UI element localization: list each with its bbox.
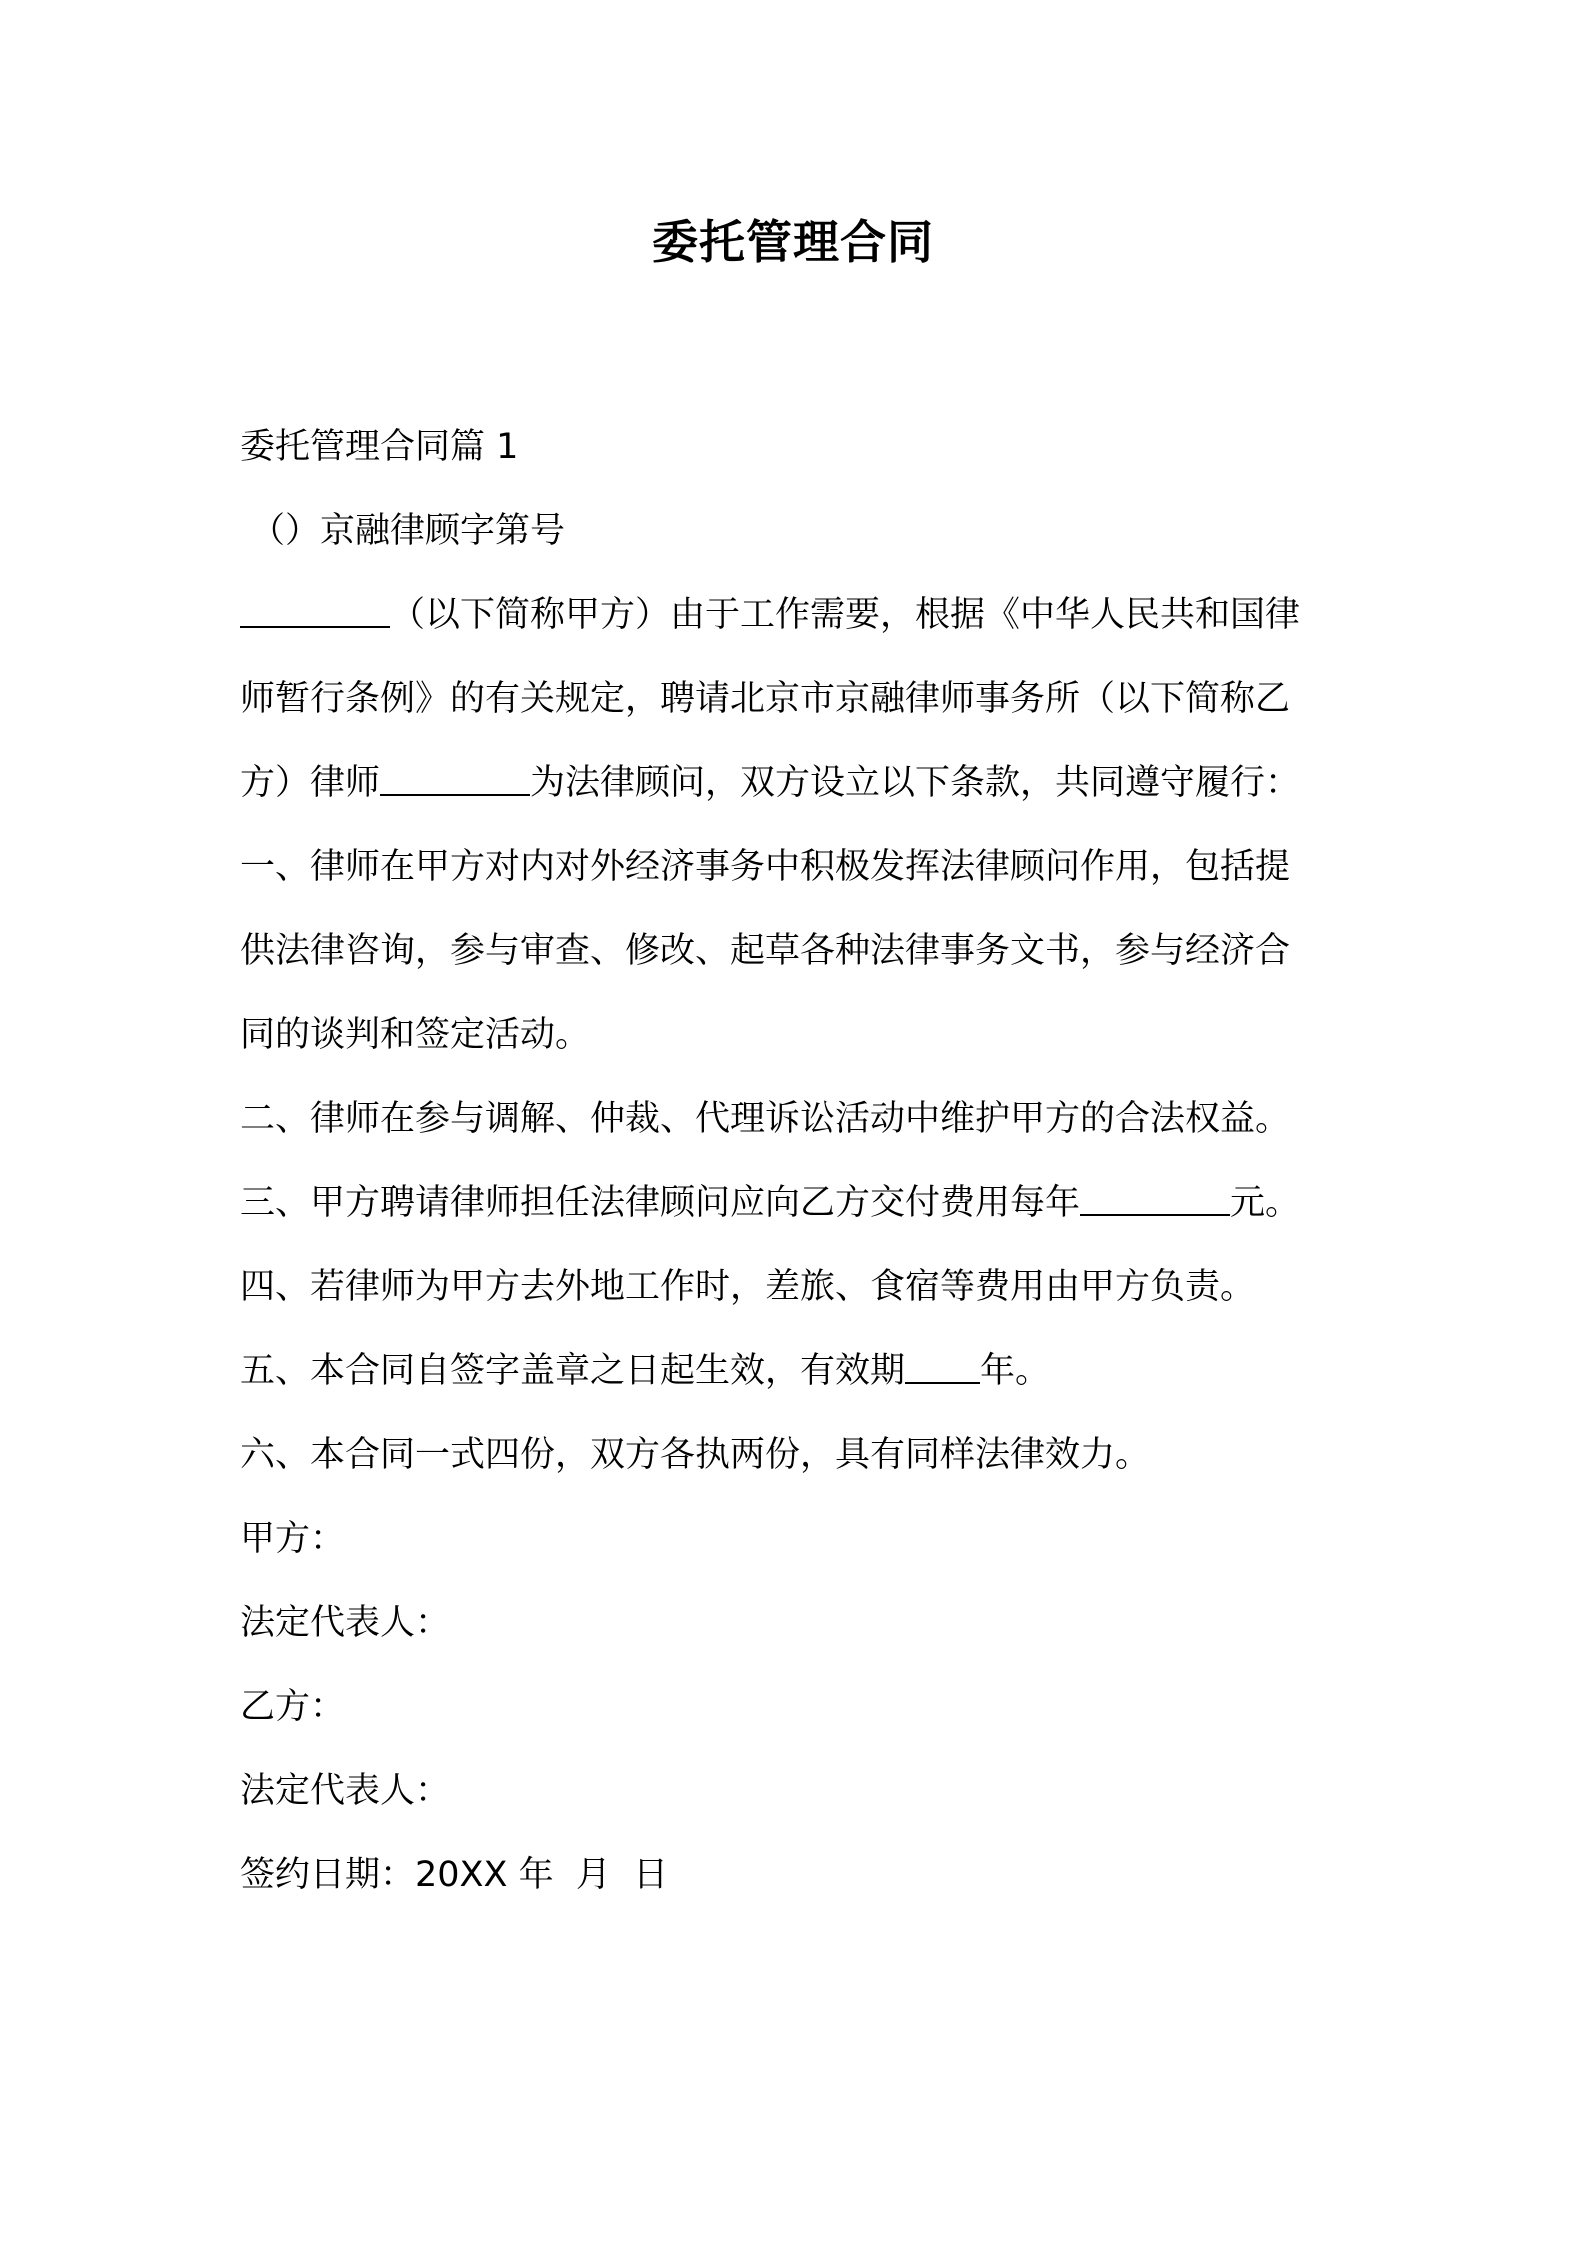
term-years-blank (905, 1352, 980, 1384)
intro-line-1 (240, 573, 1360, 657)
intro-text-1: （以下简称甲方）由于工作需要，根据《中华人民共和国律 (390, 595, 1301, 635)
clause-6: 六、本合同一式四份，双方各执两份，具有同样法律效力。 (240, 1435, 1151, 1475)
lawyer-name-blank (380, 764, 530, 796)
section-heading: 委托管理合同篇 1 (240, 427, 519, 467)
intro-line-2: 师暂行条例》的有关规定，聘请北京市京融律师事务所（以下简称乙 (240, 679, 1291, 719)
clause-5-text-a: 五、本合同自签字盖章之日起生效，有效期 (240, 1351, 906, 1391)
party-a-blank (240, 596, 390, 628)
fee-blank (1080, 1184, 1230, 1216)
document-body (240, 405, 1360, 1917)
clause-2: 二、律师在参与调解、仲裁、代理诉讼活动中维护甲方的合法权益。 (240, 1099, 1291, 1139)
intro-line-3 (240, 741, 1360, 825)
clause-1-line-2: 供法律咨询，参与审查、修改、起草各种法律事务文书，参与经济合 (240, 931, 1291, 971)
clause-3-text-b: 元。 (1230, 1183, 1301, 1223)
clause-1-line-1: 一、律师在甲方对内对外经济事务中积极发挥法律顾问作用，包括提 (240, 847, 1291, 887)
clause-3-text-a: 三、甲方聘请律师担任法律顾问应向乙方交付费用每年 (240, 1183, 1081, 1223)
clause-4: 四、若律师为甲方去外地工作时，差旅、食宿等费用由甲方负责。 (240, 1267, 1256, 1307)
signing-date: 签约日期：20XX 年 月 日 (240, 1855, 669, 1895)
clause-3 (240, 1161, 1360, 1245)
party-a-representative-label: 法定代表人： (240, 1603, 451, 1643)
reference-number: （）京融律顾字第号 (250, 511, 566, 551)
intro-text-3b: 为法律顾问，双方设立以下条款，共同遵守履行： (530, 763, 1301, 803)
party-a-label: 甲方： (240, 1519, 346, 1559)
document-title: 委托管理合同 (652, 215, 934, 269)
clause-5-text-b: 年。 (980, 1351, 1051, 1391)
intro-text-3a: 方）律师 (240, 763, 381, 803)
party-b-label: 乙方： (240, 1687, 346, 1727)
clause-5 (240, 1329, 1360, 1413)
party-b-representative-label: 法定代表人： (240, 1771, 451, 1811)
clause-1-line-3: 同的谈判和签定活动。 (240, 1015, 591, 1055)
